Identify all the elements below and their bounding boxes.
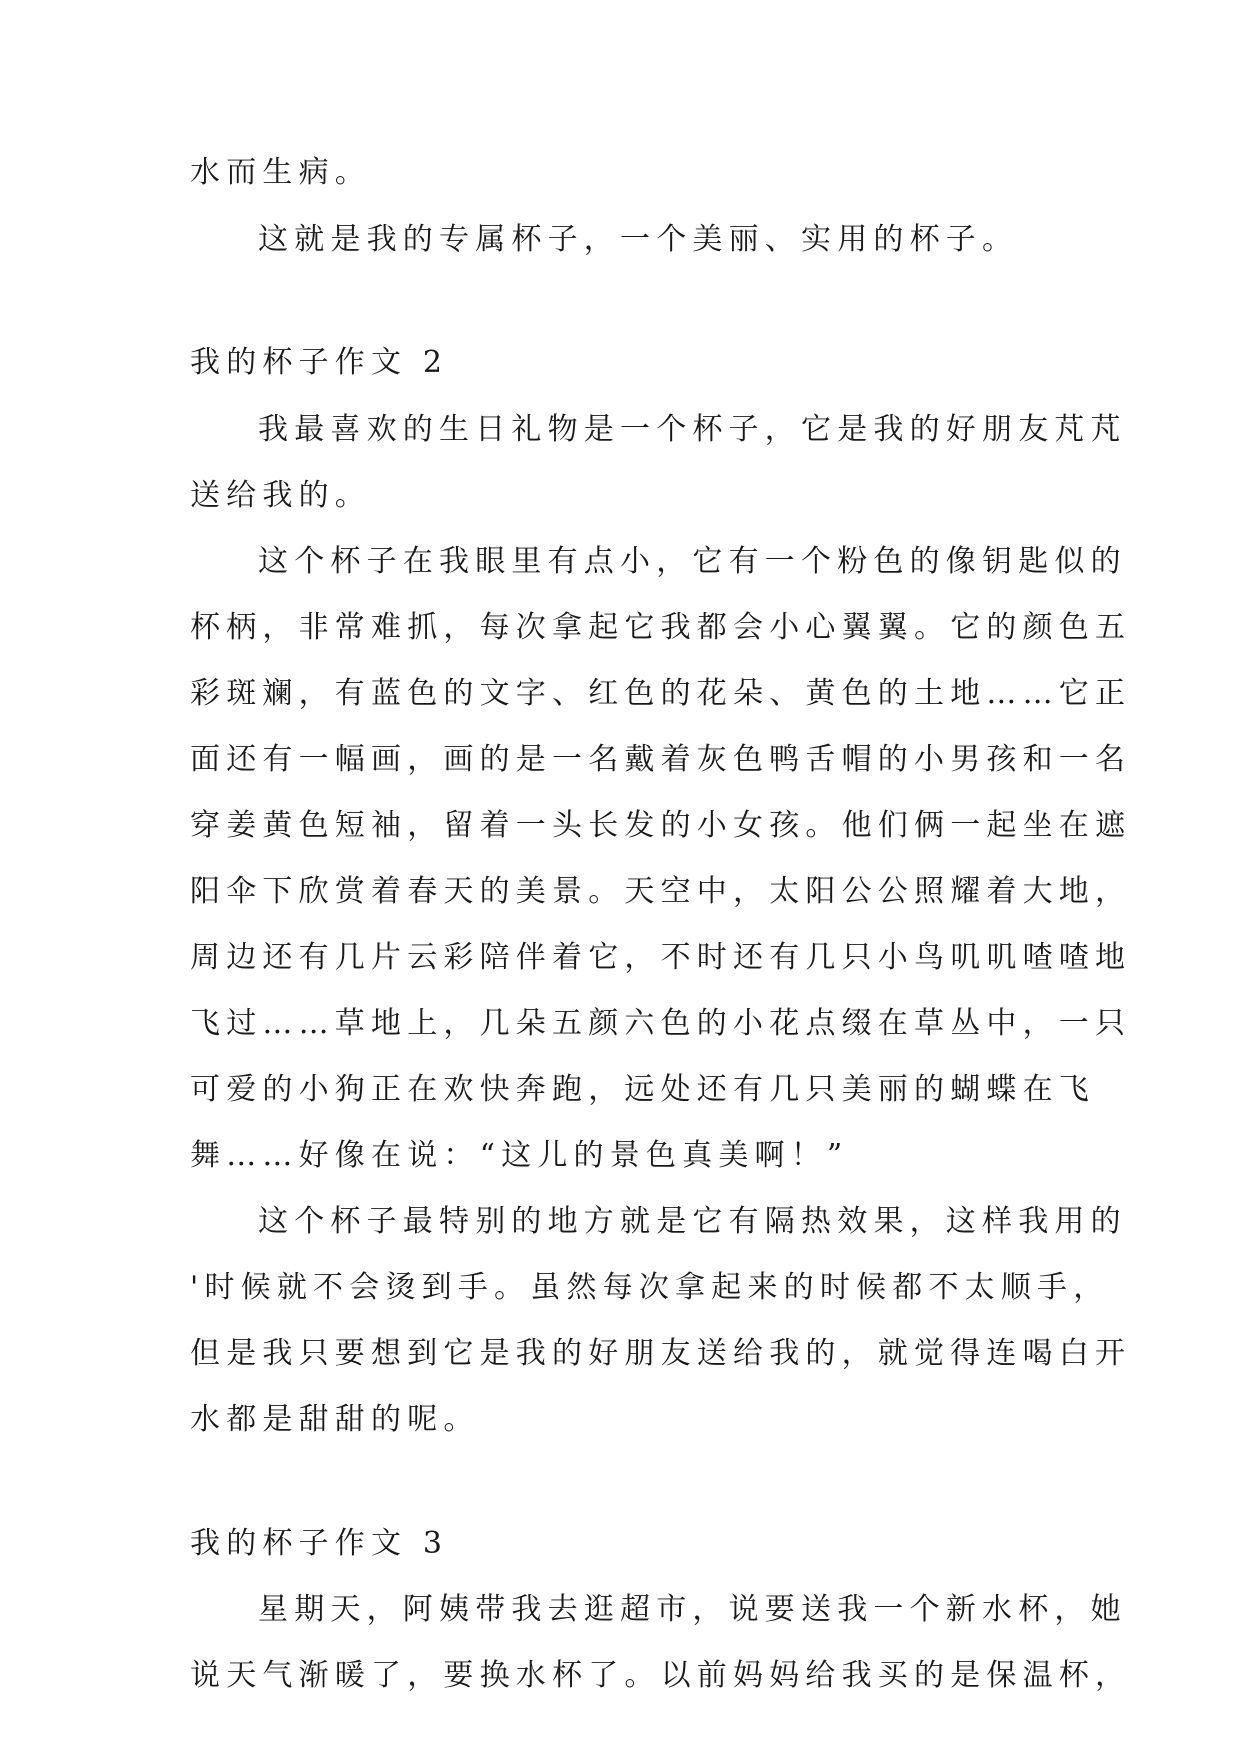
paragraph-line: 舞……好像在说：“这儿的景色真美啊！” (190, 1138, 849, 1173)
paragraph-line: 杯柄，非常难抓，每次拿起它我都会小心翼翼。它的颜色五 (190, 610, 1132, 645)
paragraph-line: 可爱的小狗正在欢快奔跑，远处还有几只美丽的蝴蝶在飞 (190, 1072, 1095, 1107)
paragraph-line: 星期天，阿姨带我去逛超市，说要送我一个新水杯，她 (258, 1592, 1127, 1627)
section-heading: 我的杯子作文 2 (190, 345, 449, 380)
paragraph-line: 飞过……草地上，几朵五颜六色的小花点缀在草丛中，一只 (190, 1006, 1132, 1041)
paragraph-line: 彩斑斓，有蓝色的文字、红色的花朵、黄色的土地……它正 (190, 676, 1132, 711)
paragraph-line: '时候就不会烫到手。虽然每次拿起来的时候都不太顺手， (190, 1270, 1110, 1305)
paragraph-line: 说天气渐暖了，要换水杯了。以前妈妈给我买的是保温杯， (190, 1658, 1132, 1693)
paragraph-line: 阳伞下欣赏着春天的美景。天空中，太阳公公照耀着大地， (190, 874, 1132, 909)
paragraph-line: 水都是甜甜的呢。 (190, 1402, 480, 1437)
paragraph-line: 周边还有几片云彩陪伴着它，不时还有几只小鸟叽叽喳喳地 (190, 940, 1132, 975)
paragraph-line: 这个杯子在我眼里有点小，它有一个粉色的像钥匙似的 (258, 544, 1127, 579)
paragraph-line: 穿姜黄色短袖，留着一头长发的小女孩。他们俩一起坐在遮 (190, 808, 1132, 843)
paragraph-line: 这就是我的专属杯子，一个美丽、实用的杯子。 (258, 222, 1019, 257)
paragraph-line: 这个杯子最特别的地方就是它有隔热效果，这样我用的 (258, 1204, 1127, 1239)
paragraph-line: 送给我的。 (190, 478, 371, 513)
paragraph-line: 面还有一幅画，画的是一名戴着灰色鸭舌帽的小男孩和一名 (190, 742, 1132, 777)
paragraph-line: 我最喜欢的生日礼物是一个杯子，它是我的好朋友芃芃 (258, 412, 1127, 447)
paragraph-line: 水而生病。 (190, 155, 371, 190)
section-heading: 我的杯子作文 3 (190, 1526, 449, 1561)
paragraph-line: 但是我只要想到它是我的好朋友送给我的，就觉得连喝白开 (190, 1336, 1132, 1371)
